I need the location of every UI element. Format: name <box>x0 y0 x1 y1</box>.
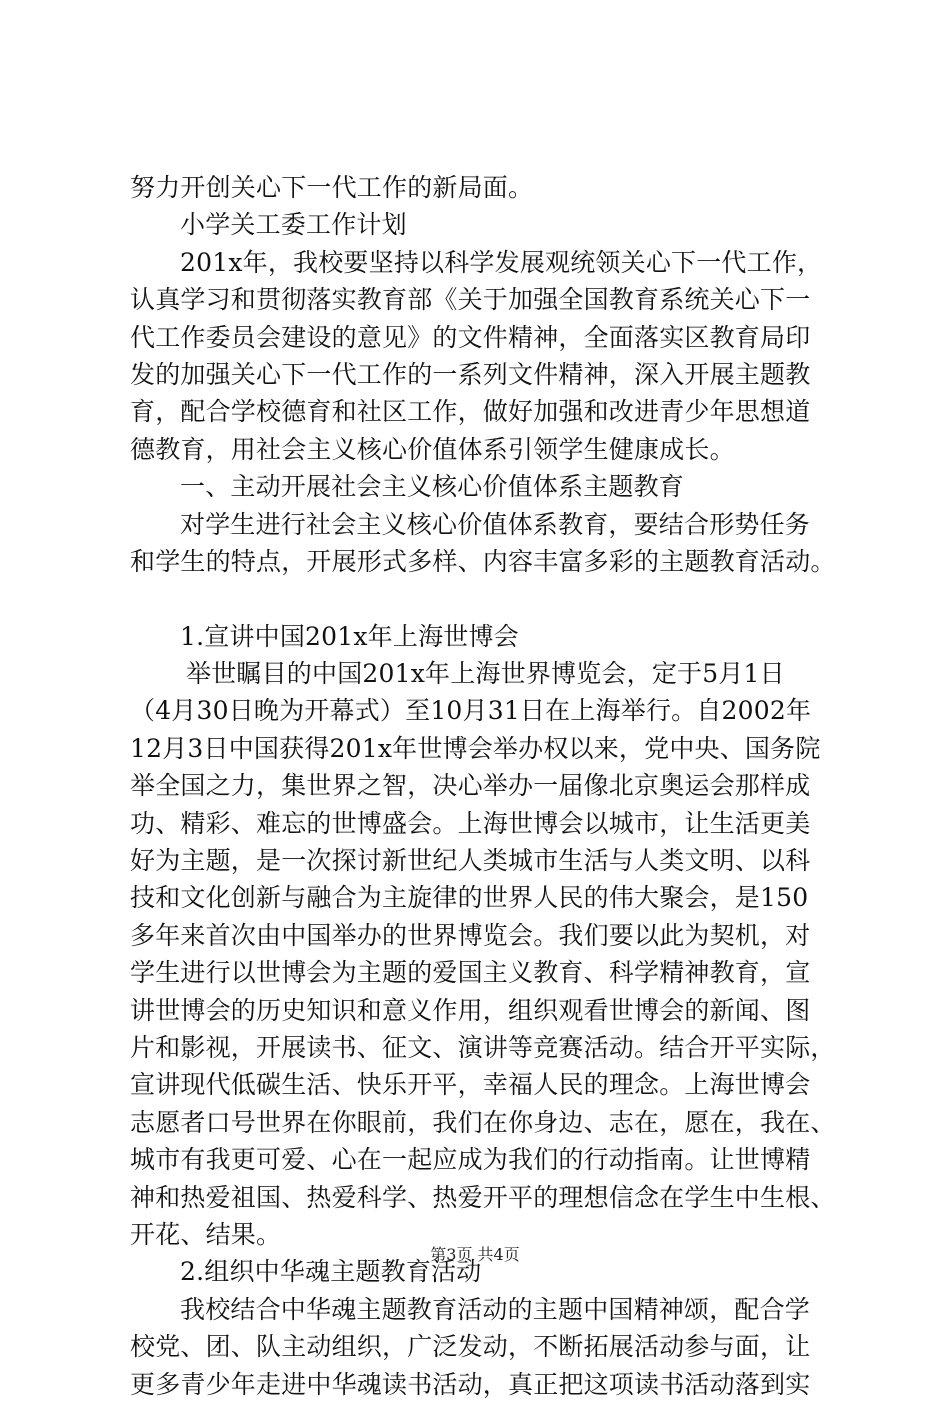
text-line: 技和文化创新与融合为主旋律的世界人民的伟大聚会，是150 <box>130 883 809 913</box>
document-body <box>130 169 836 1403</box>
text-line: 神和热爱祖国、热爱科学、热爱开平的理想信念在学生中生根、 <box>130 1182 836 1212</box>
text-line: 发的加强关心下一代工作的一系列文件精神，深入开展主题教 <box>130 359 811 389</box>
text-line: 宣讲现代低碳生活、快乐开平，幸福人民的理念。上海世博会 <box>130 1070 811 1100</box>
text-line: 德教育，用社会主义核心价值体系引领学生健康成长。 <box>130 434 735 464</box>
text-line: 认真学习和贯彻落实教育部《关于加强全国教育系统关心下一 <box>130 285 811 315</box>
text-line: 和学生的特点，开展形式多样、内容丰富多彩的主题教育活动。 <box>130 546 836 576</box>
text-line: 举全国之力，集世界之智，决心举办一届像北京奥运会那样成 <box>130 771 811 801</box>
heading-line: 一、主动开展社会主义核心价值体系主题教育 <box>180 472 685 502</box>
text-line: 校党、团、队主动组织，广泛发动，不断拓展活动参与面，让 <box>130 1332 811 1362</box>
text-line: 对学生进行社会主义核心价值体系教育，要结合形势任务 <box>180 509 811 539</box>
text-line: 志愿者口号世界在你眼前，我们在你身边、志在，愿在，我在、 <box>130 1107 836 1137</box>
text-line: 开花、结果。 <box>130 1219 282 1249</box>
text-line: （4月30日晚为开幕式）至10月31日在上海举行。自2002年 <box>130 696 812 726</box>
heading-line: 1.宣讲中国201x年上海世博会 <box>180 621 519 651</box>
text-line: 讲世博会的历史知识和意义作用，组织观看世博会的新闻、图 <box>130 995 811 1025</box>
text-line: 我校结合中华魂主题教育活动的主题中国精神颂，配合学 <box>180 1294 811 1324</box>
text-line: 功、精彩、难忘的世博盛会。上海世博会以城市，让生活更美 <box>130 808 811 838</box>
text-line: 城市有我更可爱、心在一起应成为我们的行动指南。让世博精 <box>130 1145 811 1175</box>
text-line: 片和影视，开展读书、征文、演讲等竞赛活动。结合开平实际， <box>130 1032 836 1062</box>
text-line: 12月3日中国获得201x年世博会举办权以来，党中央、国务院 <box>130 733 821 763</box>
blank-line <box>130 580 830 617</box>
page-number-footer: 第3页 共4页 <box>430 1245 520 1264</box>
heading-line: 2.组织中华魂主题教育活动 <box>180 1257 482 1287</box>
text-line: 好为主题，是一次探讨新世纪人类城市生活与人类文明、以科 <box>130 846 811 876</box>
text-line: 201x年，我校要坚持以科学发展观统领关心下一代工作， <box>180 247 823 277</box>
text-line: 更多青少年走进中华魂读书活动，真正把这项读书活动落到实 <box>130 1369 811 1399</box>
text-line: 代工作委员会建设的意见》的文件精神，全面落实区教育局印 <box>130 322 811 352</box>
text-line: 举世瞩目的中国201x年上海世界博览会，定于5月1日 <box>186 659 785 689</box>
text-line: 多年来首次由中国举办的世界博览会。我们要以此为契机，对 <box>130 920 811 950</box>
text-line: 育，配合学校德育和社区工作，做好加强和改进青少年思想道 <box>130 397 811 427</box>
section-title: 小学关工委工作计划 <box>180 210 407 240</box>
text-line: 学生进行以世博会为主题的爱国主义教育、科学精神教育，宣 <box>130 958 811 988</box>
text-line: 努力开创关心下一代工作的新局面。 <box>130 173 534 202</box>
